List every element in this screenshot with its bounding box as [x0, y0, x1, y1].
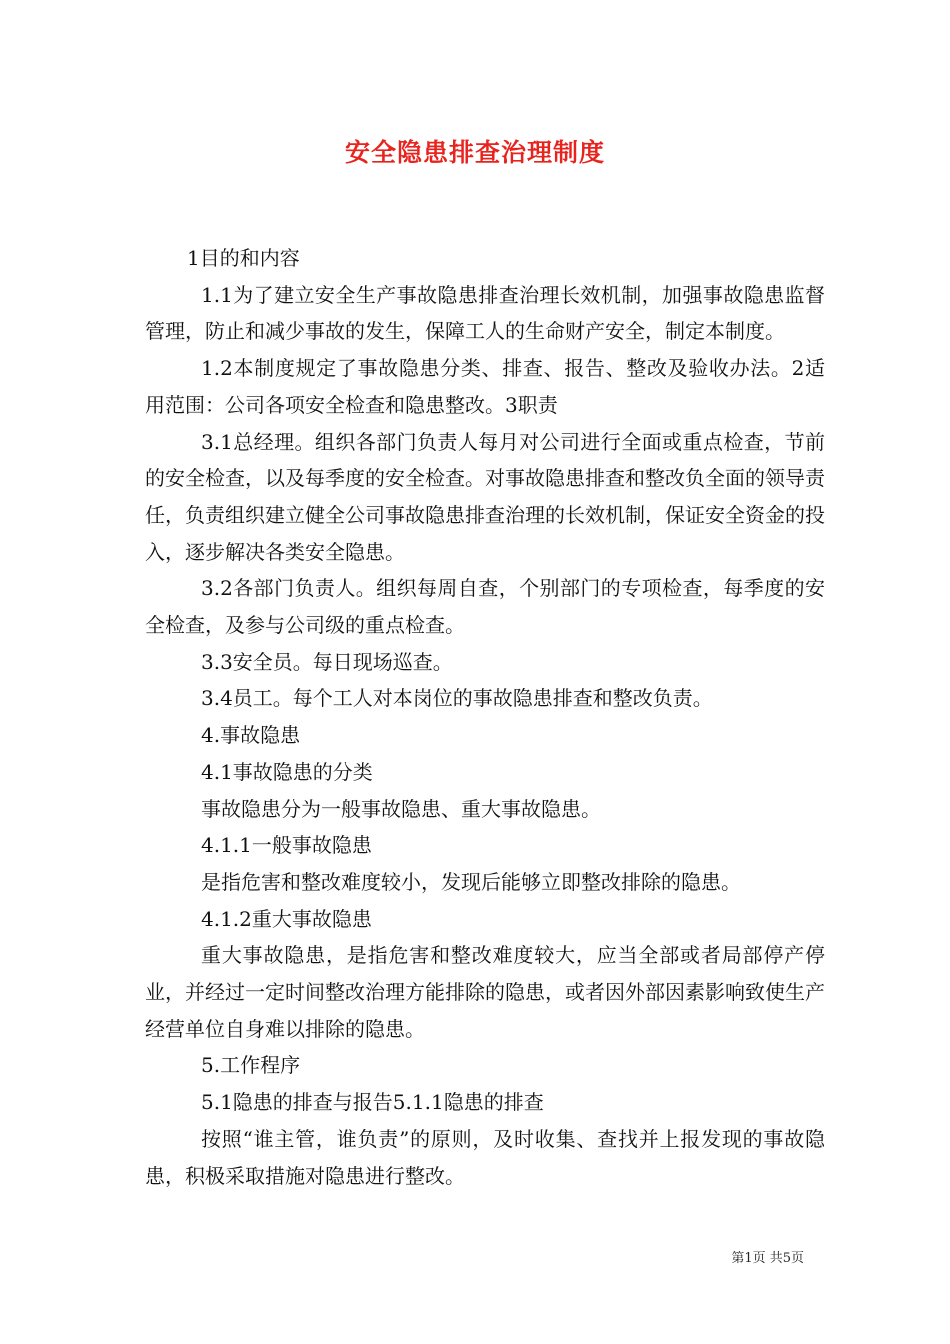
paragraph: 3.3安全员。每日现场巡查。: [201, 649, 453, 674]
document-title: 安全隐患排查治理制度: [344, 138, 605, 167]
paragraph: 1.2本制度规定了事故隐患分类、排查、报告、整改及验收办法。2适用范围：公司各项安全检查和隐患整改。3职责: [145, 356, 825, 417]
paragraph: 3.2各部门负责人。组织每周自查，个别部门的专项检查，每季度的安全检查，及参与公司级的重点检查。: [145, 576, 825, 638]
paragraph: 4.1.1一般事故隐患: [201, 833, 372, 858]
paragraph: 事故隐患分为一般事故隐患、重大事故隐患。: [201, 796, 601, 821]
paragraph: 3.4员工。每个工人对本岗位的事故隐患排查和整改负责。: [201, 686, 713, 711]
paragraph: 3.1总经理。组织各部门负责人每月对公司进行全面或重点检查，节前的安全检查，以及每季度的安全检查。对事故隐患排查和整改负全面的领导责任，负责组织建立健全公司事故隐患排查治理的长效机制，保证安全资金的投入，逐步解决各类安全隐患。: [145, 429, 825, 564]
paragraph: 是指危害和整改难度较小，发现后能够立即整改排除的隐患。: [201, 869, 741, 894]
paragraph: 4.1事故隐患的分类: [201, 759, 373, 784]
paragraph: 5.1隐患的排查与报告5.1.1隐患的排查: [201, 1090, 544, 1115]
paragraph: 4.事故隐患: [201, 723, 301, 748]
paragraph: 1目的和内容: [187, 246, 300, 270]
paragraph: 5.工作程序: [201, 1053, 301, 1078]
document-body: [145, 240, 825, 1194]
paragraph: 重大事故隐患，是指危害和整改难度较大，应当全部或者局部停产停业，并经过一定时间整改治理方能排除的隐患，或者因外部因素影响致使生产经营单位自身难以排除的隐患。: [145, 943, 825, 1041]
paragraph: 4.1.2重大事故隐患: [201, 906, 372, 931]
paragraph: 1.1为了建立安全生产事故隐患排查治理长效机制，加强事故隐患监督管理，防止和减少事故的发生，保障工人的生命财产安全，制定本制度。: [145, 282, 825, 344]
paragraph: 按照“谁主管，谁负责”的原则，及时收集、查找并上报发现的事故隐患，积极采取措施对隐患进行整改。: [145, 1126, 825, 1188]
page-footer: 第1页 共5页: [731, 1251, 804, 1266]
